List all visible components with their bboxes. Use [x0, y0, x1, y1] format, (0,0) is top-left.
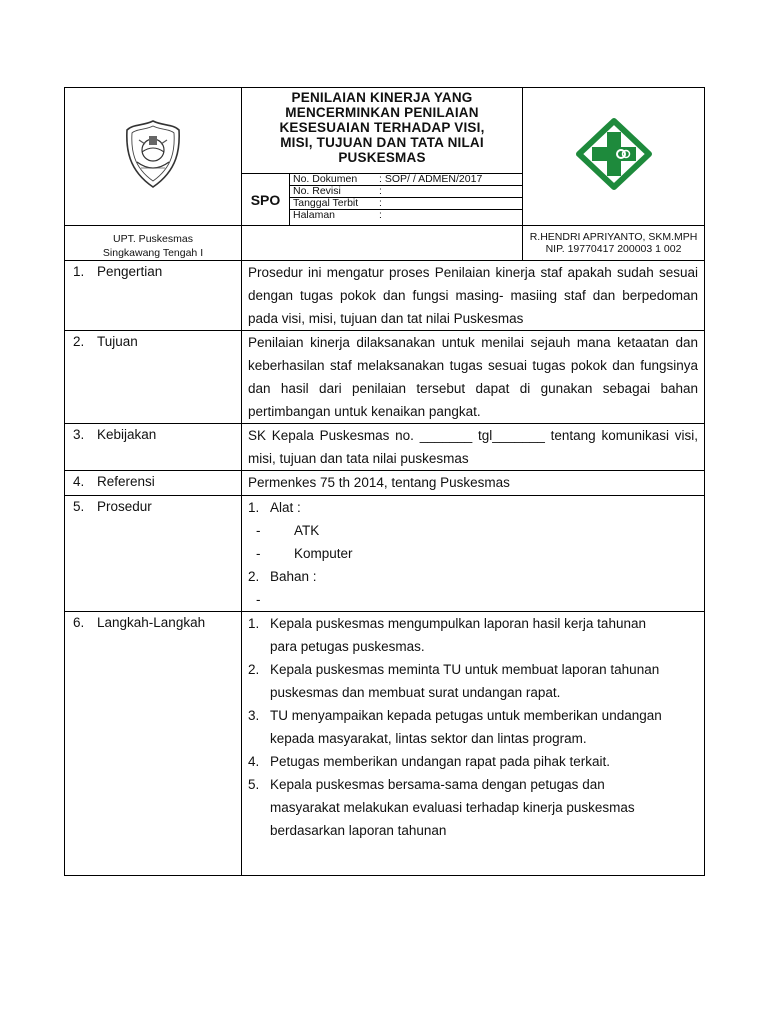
- signer: [523, 226, 705, 261]
- step-text: Kepala puskesmas mengumpulkan laporan hasil kerja tahunan para petugas puskesmas.: [270, 616, 646, 654]
- sub-text: ATK: [294, 523, 320, 538]
- section-number: 2.: [73, 334, 85, 349]
- section-title: Referensi: [97, 474, 155, 489]
- dash: -: [256, 592, 261, 607]
- meta-value: : SOP/ / ADMEN/2017: [376, 174, 522, 186]
- document-meta: [290, 174, 523, 226]
- section-number: 4.: [73, 474, 85, 489]
- section-content-referensi: Permenkes 75 th 2014, tentang Puskesmas: [242, 471, 705, 496]
- title-line: PUSKESMAS: [338, 150, 426, 165]
- step-number: 2.: [248, 662, 260, 677]
- organization-name: [65, 226, 242, 261]
- section-label-langkah: [65, 612, 242, 876]
- section-title: Kebijakan: [97, 427, 157, 442]
- title-line: MENCERMINKAN PENILAIAN: [285, 105, 479, 120]
- meta-value: :: [376, 198, 522, 210]
- section-label-kebijakan: [65, 424, 242, 471]
- spo-label: SPO: [242, 174, 290, 226]
- step-item: [248, 612, 674, 658]
- section-content-pengertian: Prosedur ini mengatur proses Penilaian kinerja staf apakah sudah sesuai dengan tugas pokok dan fungsi masing- masiing staf dan berpedoman pada visi, misi, tujuan dan tat nilai Puskesmas: [242, 261, 705, 331]
- blank-cell: [242, 226, 523, 261]
- step-item: [248, 773, 674, 842]
- section-number: 3.: [73, 427, 85, 442]
- title-line: KESESUAIAN TERHADAP VISI,: [279, 120, 485, 135]
- list-text: Bahan :: [270, 569, 317, 584]
- section-number: 5.: [73, 499, 85, 514]
- section-title: Tujuan: [97, 334, 138, 349]
- section-title: Langkah-Langkah: [97, 615, 206, 630]
- sub-item: [248, 588, 698, 611]
- list-number: 1.: [248, 500, 260, 515]
- dash: -: [256, 546, 261, 561]
- meta-value: :: [376, 186, 522, 198]
- section-label-pengertian: [65, 261, 242, 331]
- section-title: Prosedur: [97, 499, 152, 514]
- right-logo-cell: [523, 88, 705, 226]
- meta-label: Halaman: [293, 209, 336, 221]
- meta-label: No. Dokumen: [290, 174, 376, 186]
- title-line: MISI, TUJUAN DAN TATA NILAI: [280, 135, 484, 150]
- section-content-prosedur: [242, 496, 705, 612]
- sub-item: [248, 542, 698, 565]
- section-content-langkah: [242, 612, 705, 876]
- list-number: 2.: [248, 569, 260, 584]
- step-number: 1.: [248, 616, 260, 631]
- section-label-prosedur: [65, 496, 242, 612]
- section-number: 6.: [73, 615, 85, 630]
- step-number: 3.: [248, 708, 260, 723]
- section-number: 1.: [73, 264, 85, 279]
- step-text: Kepala puskesmas meminta TU untuk membuat laporan tahunan puskesmas dan membuat surat undangan rapat.: [270, 662, 660, 700]
- section-label-tujuan: [65, 331, 242, 424]
- section-title: Pengertian: [97, 264, 163, 279]
- section-label-referensi: [65, 471, 242, 496]
- step-item: [248, 750, 674, 773]
- meta-label: No. Revisi: [290, 186, 376, 198]
- org-line: UPT. Puskesmas: [113, 233, 193, 245]
- org-line: Singkawang Tengah I: [102, 247, 204, 259]
- step-text: Petugas memberikan undangan rapat pada pihak terkait.: [270, 754, 610, 769]
- list-item: [248, 565, 698, 588]
- step-number: 5.: [248, 777, 260, 792]
- title-line: PENILAIAN KINERJA YANG: [291, 90, 473, 105]
- dash: -: [256, 523, 261, 538]
- section-content-kebijakan: SK Kepala Puskesmas no. _______ tgl_______ tentang komunikasi visi, misi, tujuan dan tata nilai puskesmas: [242, 424, 705, 471]
- meta-label: Tanggal Terbit: [290, 198, 376, 210]
- step-text: TU menyampaikan kepada petugas untuk memberikan undangan kepada masyarakat, lintas sektor dan lintas program.: [270, 708, 662, 746]
- section-content-tujuan: Penilaian kinerja dilaksanakan untuk menilai sejauh mana ketaatan dan keberhasilan staf melaksanakan tugas sesuai tugas pokok dan fungsinya dan hasil dari penilaian tersebut dapat di gunakan sebagai bahan pertimbangan untuk kenaikan pangkat.: [242, 331, 705, 424]
- regional-emblem-icon: [123, 118, 183, 190]
- step-item: [248, 704, 674, 750]
- step-text: Kepala puskesmas bersama-sama dengan petugas dan masyarakat melakukan evaluasi terhadap kinerja puskesmas berdasarkan laporan tahunan: [270, 777, 635, 838]
- meta-value: :: [379, 209, 382, 221]
- left-logo-cell: [65, 88, 242, 226]
- step-number: 4.: [248, 754, 260, 769]
- document-title: [242, 88, 523, 174]
- sub-item: [248, 519, 698, 542]
- list-text: Alat :: [270, 500, 301, 515]
- sop-document: [64, 87, 704, 876]
- step-item: [248, 658, 674, 704]
- signer-nip: NIP. 19770417 200003 1 002: [545, 243, 682, 255]
- list-item: [248, 496, 698, 519]
- signer-name: R.HENDRI APRIYANTO, SKM.MPH: [529, 231, 698, 243]
- sub-text: Komputer: [294, 546, 353, 561]
- puskesmas-cross-logo-icon: [575, 117, 653, 191]
